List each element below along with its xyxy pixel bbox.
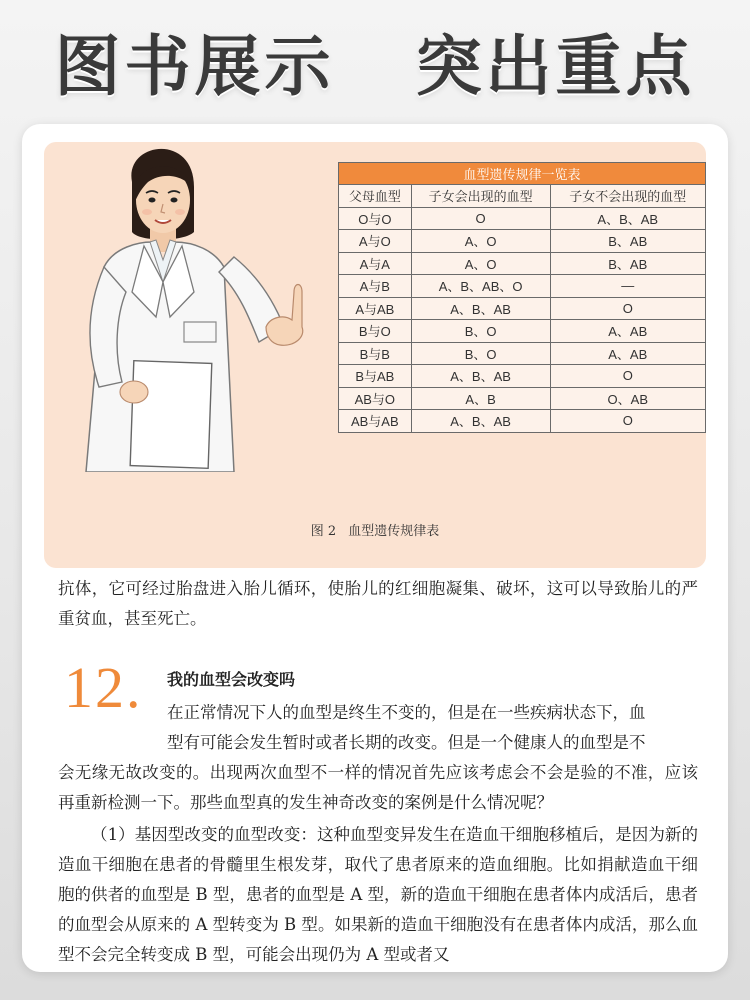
figure-caption-text: 血型遗传规律表: [348, 524, 440, 539]
table-cell: A、AB: [550, 320, 705, 343]
table-cell: A、B、AB: [411, 297, 550, 320]
table-cell: A、B、AB: [550, 207, 705, 230]
table-header: 父母血型: [339, 185, 412, 208]
paragraph-line: 会无缘无故改变的。出现两次血型不一样的情况首先应该考虑会不会是验的不准，应该再重新检测一下。那些血型真的发生神奇改变的案例是什么情况呢？: [58, 763, 698, 812]
table-cell: A与AB: [339, 297, 412, 320]
table-cell: A、B: [411, 387, 550, 410]
banner: [0, 0, 750, 120]
table-cell: O: [550, 410, 705, 433]
table-cell: AB与O: [339, 387, 412, 410]
table-row: [339, 252, 706, 275]
table-cell: AB与AB: [339, 410, 412, 433]
figure-label: 图 2: [310, 524, 337, 539]
banner-title-left: 图书展示: [54, 27, 335, 105]
table-cell: A、B、AB: [411, 365, 550, 388]
table-cell: B与AB: [339, 365, 412, 388]
doctor-illustration: [44, 142, 334, 472]
table-cell: A与O: [339, 230, 412, 253]
table-cell: A、B、AB、O: [411, 275, 550, 298]
table-row: [339, 342, 706, 365]
paragraph-line: 型有可能会发生暂时或者长期的改变。但是一个健康人的血型是不: [167, 733, 646, 752]
table-row: [339, 320, 706, 343]
table-row: [339, 297, 706, 320]
table-header: 子女不会出现的血型: [550, 185, 705, 208]
paragraph-line: 在正常情况下人的血型是终生不变的，但是在一些疾病状态下，血: [167, 703, 646, 722]
section-title: 我的血型会改变吗: [167, 670, 296, 689]
table-row: [339, 365, 706, 388]
book-page-card: [22, 124, 728, 972]
figure-area: [44, 142, 706, 568]
table-cell: A、O: [411, 230, 550, 253]
table-cell: A与B: [339, 275, 412, 298]
table-cell: B、O: [411, 342, 550, 365]
table-row: [339, 275, 706, 298]
table-row: [339, 230, 706, 253]
paragraph: （1）基因型改变的血型改变：这种血型变异发生在造血干细胞移植后，是因为新的造血干细胞在患者的骨髓里生根发芽，取代了患者原来的造血细胞。比如捐献造血干细胞的供者的血型是 B 型，患者的血型是 A 型，新的造血干细胞在患者体内成活后，患者的血型会从原来的 A 型转变为 B 型。如果新的造血干细胞没有在患者体内成活，那么血型不会完全转变成 B 型，可能会出现仍为 A 型或者又: [58, 825, 698, 964]
table-cell: B与O: [339, 320, 412, 343]
table-header: 子女会出现的血型: [411, 185, 550, 208]
section-number: 12.: [64, 655, 143, 720]
table-cell: A、O: [411, 252, 550, 275]
table-cell: A、AB: [550, 342, 705, 365]
table-cell: B与B: [339, 342, 412, 365]
table-cell: B、O: [411, 320, 550, 343]
table-cell: A、B、AB: [411, 410, 550, 433]
table-cell: O与O: [339, 207, 412, 230]
table-cell: O: [550, 297, 705, 320]
table-cell: A与A: [339, 252, 412, 275]
table-cell: O、AB: [550, 387, 705, 410]
table-cell: —: [550, 275, 705, 298]
banner-title-right: 突出重点: [415, 27, 696, 105]
table-cell: O: [411, 207, 550, 230]
paragraph: [58, 698, 698, 818]
table-row: [339, 410, 706, 433]
paragraph: 抗体，它可经过胎盘进入胎儿循环，使胎儿的红细胞凝集、破坏，这可以导致胎儿的严重贫血，甚至死亡。: [58, 579, 698, 628]
table-row: [339, 387, 706, 410]
blood-type-table: [338, 162, 706, 433]
table-cell: O: [550, 365, 705, 388]
table-title: 血型遗传规律一览表: [339, 163, 706, 185]
table-cell: B、AB: [550, 230, 705, 253]
table-row: [339, 207, 706, 230]
figure-caption: [22, 520, 728, 539]
table-cell: B、AB: [550, 252, 705, 275]
